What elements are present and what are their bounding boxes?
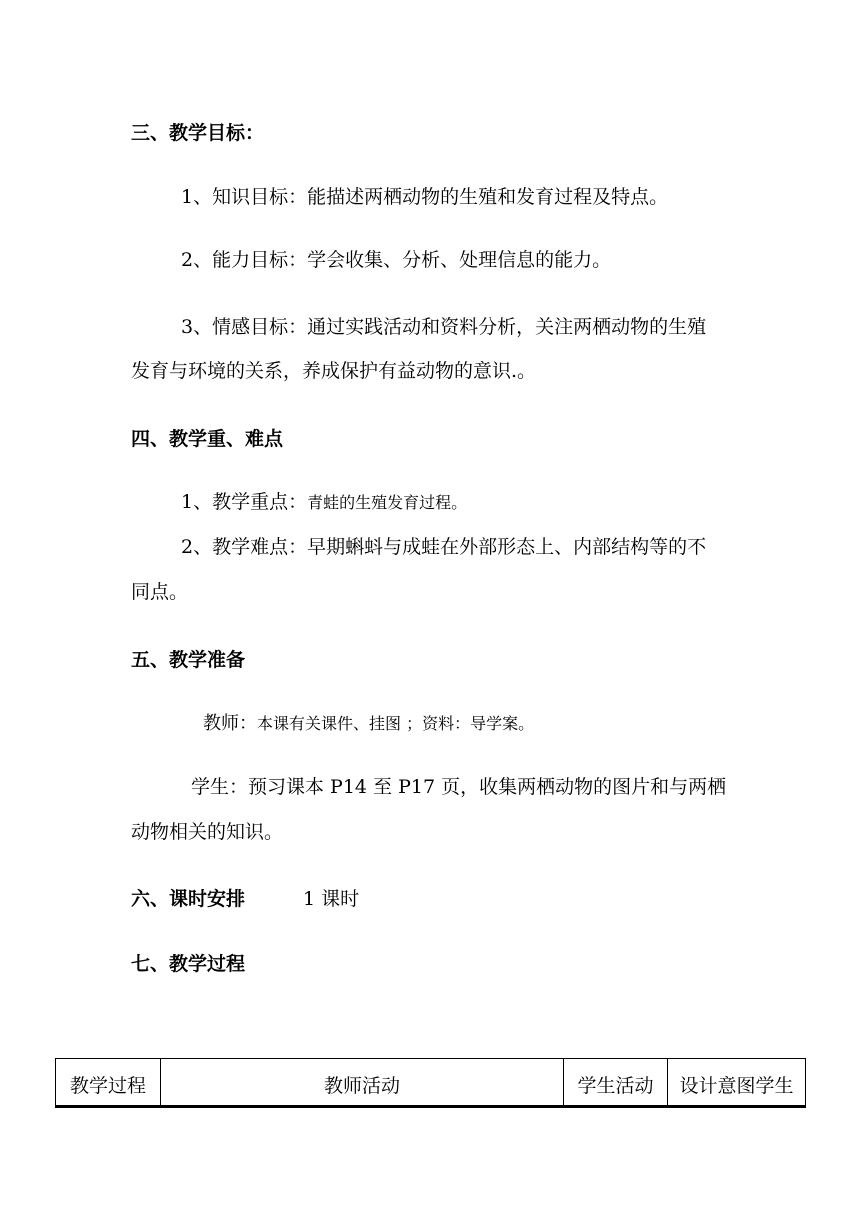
teacher-label: 教师： xyxy=(203,713,257,734)
table-header-row xyxy=(56,1059,806,1107)
header-student-activity: 学生活动 xyxy=(564,1059,668,1107)
key-point xyxy=(181,487,467,514)
objective-emotion-line1: 3、情感目标：通过实践活动和资料分析，关注两栖动物的生殖 xyxy=(181,316,707,338)
key-point-text: 青蛙的生殖发育过程。 xyxy=(307,493,468,512)
key-point-label: 1、教学重点： xyxy=(181,491,308,513)
process-table xyxy=(55,1058,806,1108)
student-preparation-line2: 动物相关的知识。 xyxy=(131,821,284,843)
teacher-preparation xyxy=(203,709,534,735)
section-heading-preparation: 五、教学准备 xyxy=(131,649,246,671)
section-heading-process: 七、教学过程 xyxy=(131,953,246,975)
teacher-text: 本课有关课件、挂图 ；资料：导学案。 xyxy=(257,714,535,733)
header-teacher-activity: 教师活动 xyxy=(161,1059,564,1107)
difficult-point-line2: 同点。 xyxy=(131,581,189,603)
section-heading-schedule: 六、课时安排 xyxy=(131,888,246,910)
objective-emotion-line2: 发育与环境的关系，养成保护有益动物的意识.。 xyxy=(131,360,537,382)
schedule-value: 1 课时 xyxy=(303,888,360,910)
difficult-point-line1: 2、教学难点：早期蝌蚪与成蛙在外部形态上、内部结构等的不 xyxy=(181,536,707,558)
objective-knowledge: 1、知识目标：能描述两栖动物的生殖和发育过程及特点。 xyxy=(181,186,669,208)
section-heading-objectives: 三、教学目标： xyxy=(131,122,265,144)
student-preparation-line1: 学生：预习课本 P14 至 P17 页，收集两栖动物的图片和与两栖 xyxy=(191,776,727,798)
header-design-intent: 设计意图学生 xyxy=(668,1059,806,1107)
objective-ability: 2、能力目标：学会收集、分析、处理信息的能力。 xyxy=(181,249,612,271)
section-heading-key-points: 四、教学重、难点 xyxy=(131,428,284,450)
header-process: 教学过程 xyxy=(56,1059,161,1107)
